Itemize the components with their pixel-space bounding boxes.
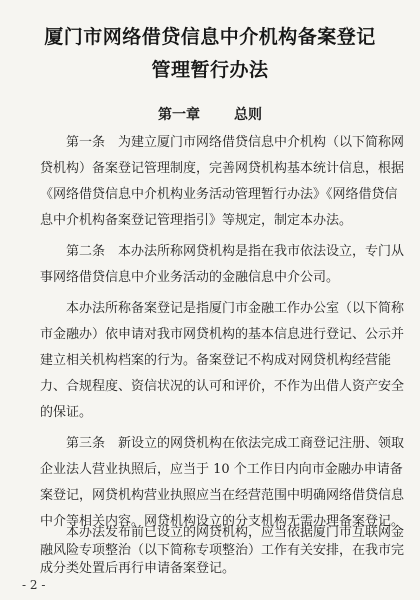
text-line: 本办法发布前已设立的网贷机构，应当依据厦门市互联网金 bbox=[66, 525, 405, 540]
page-number: - 2 - bbox=[22, 578, 46, 592]
text-line: 第一条 为建立厦门市网络借贷信息中介机构（以下简称网 bbox=[66, 135, 405, 150]
text-line: 市金融办）依申请对我市网贷机构的基本信息进行登记、公示并 bbox=[40, 327, 405, 342]
text-line: 本办法所称备案登记是指厦门市金融工作办公室（以下简称 bbox=[66, 301, 405, 316]
text-line: 息中介机构备案登记管理指引》等规定，制定本办法。 bbox=[40, 213, 353, 228]
text-line: 融风险专项整治（以下简称专项整治）工作有关安排，在我市完 bbox=[40, 543, 405, 558]
text-line: 企业法人营业执照后，应当于 10 个工作日内向市金融办申请备 bbox=[40, 462, 403, 477]
text-line: 力、合规程度、资信状况的认可和评价，不作为出借人资产安全 bbox=[40, 379, 405, 394]
text-line: 第三条 新设立的网贷机构在依法完成工商登记注册、领取 bbox=[66, 436, 405, 451]
chapter-name: 总则 bbox=[234, 107, 262, 123]
chapter-heading bbox=[0, 104, 420, 124]
document-title-line-2: 管理暂行办法 bbox=[151, 59, 269, 81]
document-title-line-1: 厦门市网络借贷信息中介机构备案登记 bbox=[44, 26, 376, 48]
text-line: 《网络借贷信息中介机构业务活动管理暂行办法》《网络借贷信 bbox=[40, 187, 398, 202]
text-line: 贷机构）备案登记管理制度，完善网贷机构基本统计信息，根据 bbox=[40, 161, 405, 176]
text-line: 案登记，网贷机构营业执照应当在经营范围中明确网络借贷信息 bbox=[40, 488, 405, 503]
text-line: 事网络借贷信息中介业务活动的金融信息中介公司。 bbox=[40, 270, 340, 285]
text-line: 第二条 本办法所称网贷机构是指在我市依法设立，专门从 bbox=[66, 244, 405, 259]
text-line: 中介等相关内容。网贷机构设立的分支机构无需办理备案登记。 bbox=[40, 514, 405, 529]
text-line: 的保证。 bbox=[40, 405, 93, 420]
text-line: 建立相关机构档案的行为。备案登记不构成对网贷机构经营能 bbox=[40, 353, 392, 368]
text-line: 成分类处置后再行申请备案登记。 bbox=[40, 561, 236, 576]
chapter-number: 第一章 bbox=[158, 107, 200, 123]
